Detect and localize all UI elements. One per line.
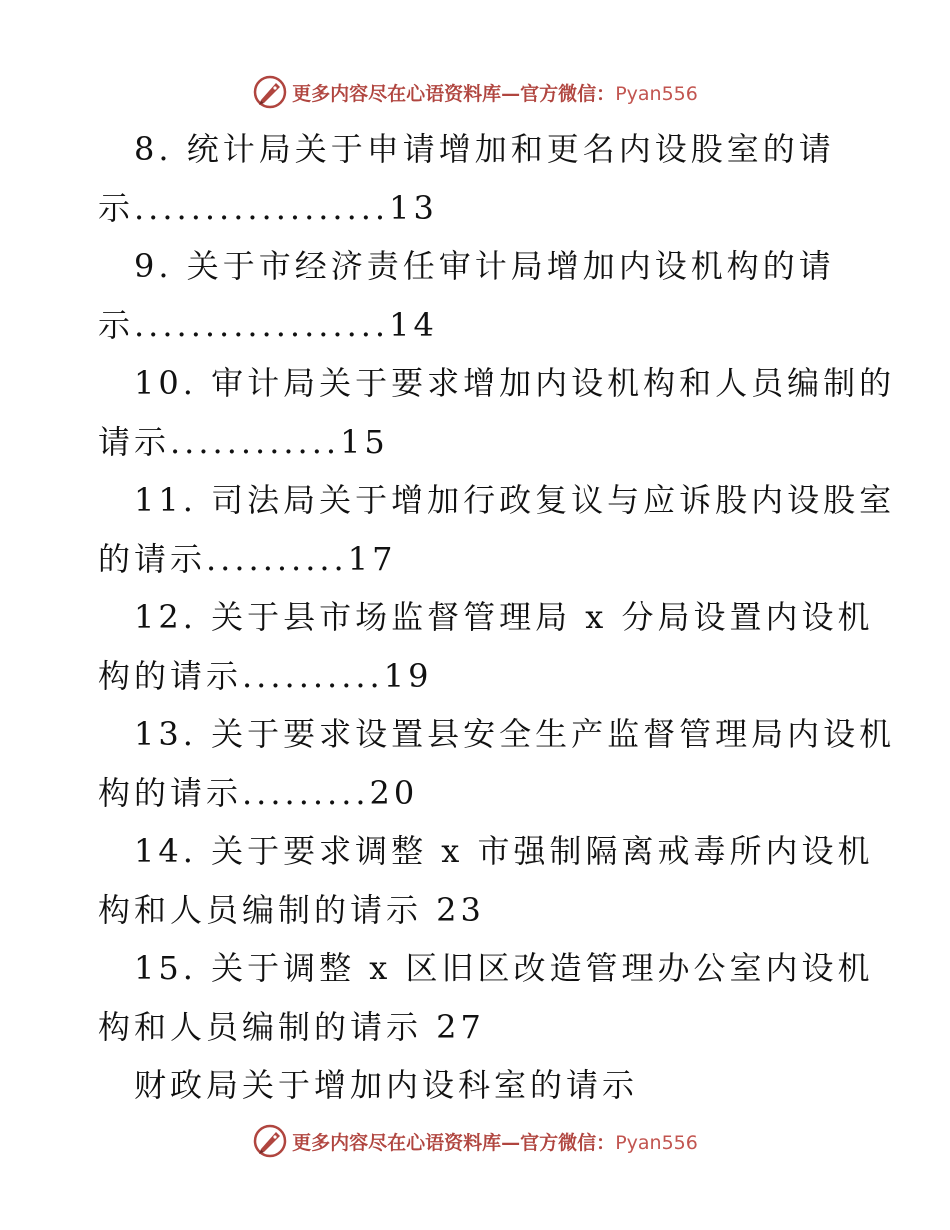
toc-entry-10-line2: 请示............15 xyxy=(98,422,389,461)
toc-entry-14-line2: 构和人员编制的请示 23 xyxy=(98,890,485,929)
toc-entry-8-line1: 8. 统计局关于申请增加和更名内设股室的请 xyxy=(134,130,835,168)
toc-entry-9-line2: 示..................14 xyxy=(98,305,438,344)
toc-entry-9-line1: 9. 关于市经济责任审计局增加内设机构的请 xyxy=(134,247,835,285)
toc-entry-8-line2: 示..................13 xyxy=(98,188,438,227)
toc-entry-11-line1: 11. 司法局关于增加行政复议与应诉股内设股室 xyxy=(134,481,896,519)
pen-nib-logo-icon xyxy=(252,1123,288,1159)
section-heading: 财政局关于增加内设科室的请示 xyxy=(134,1066,639,1104)
toc-entry-12-line1: 12. 关于县市场监督管理局 x 分局设置内设机 xyxy=(134,598,874,636)
toc-entry-10-line1: 10. 审计局关于要求增加内设机构和人员编制的 xyxy=(134,364,896,402)
toc-entry-15-line1: 15. 关于调整 x 区旧区改造管理办公室内设机 xyxy=(134,949,874,987)
header-watermark xyxy=(0,72,950,112)
toc-entry-14-line1: 14. 关于要求调整 x 市强制隔离戒毒所内设机 xyxy=(134,832,874,870)
footer-watermark xyxy=(0,1121,950,1161)
watermark-text: 更多内容尽在心语资料库—官方微信：Pyan556 xyxy=(292,82,698,105)
toc-entry-13-line1: 13. 关于要求设置县安全生产监督管理局内设机 xyxy=(134,715,896,753)
toc-entry-15-line2: 构和人员编制的请示 27 xyxy=(98,1007,485,1046)
toc-entry-13-line2: 构的请示.........20 xyxy=(98,773,419,812)
toc-entry-11-line2: 的请示..........17 xyxy=(98,539,397,578)
toc-entry-12-line2: 构的请示..........19 xyxy=(98,656,433,695)
watermark-text: 更多内容尽在心语资料库—官方微信：Pyan556 xyxy=(292,1131,698,1154)
pen-nib-logo-icon xyxy=(252,74,288,110)
toc-list xyxy=(98,120,896,1115)
